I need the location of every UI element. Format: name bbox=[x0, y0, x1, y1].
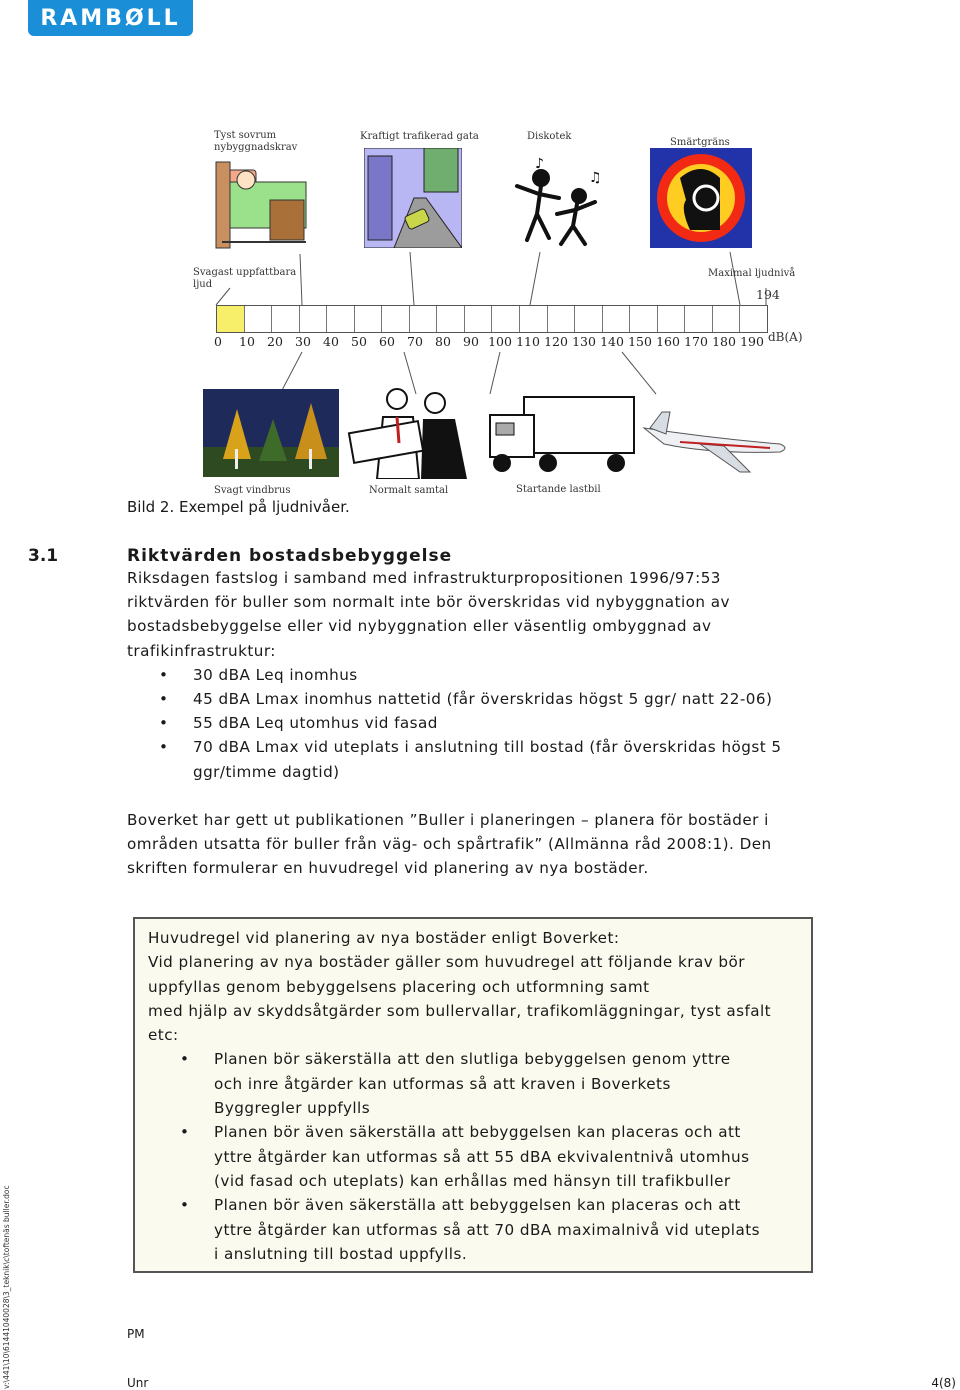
box-line: etc: bbox=[148, 1026, 179, 1045]
tick-label: 170 bbox=[684, 334, 708, 349]
boverket-paragraph bbox=[127, 808, 827, 881]
db-scale-bar bbox=[216, 305, 768, 333]
logo-text: RAMBØLL bbox=[40, 5, 181, 31]
ramboll-logo bbox=[28, 0, 193, 36]
tick-label: 140 bbox=[600, 334, 624, 349]
paragraph-line: skriften formulerar en huvudregel vid planering av nya bostäder. bbox=[127, 859, 649, 878]
tick-label: 180 bbox=[712, 334, 736, 349]
footer-unr: Unr bbox=[127, 1376, 149, 1390]
label-max-level: Maximal ljudnivå bbox=[708, 268, 796, 279]
truck-illustration bbox=[488, 393, 638, 477]
list-item: • Planen bör även säkerställa att bebyggelsen kan placeras och att yttre åtgärder kan utformas så att 55 dBA ekvivalentnivå utomhus (vid fasad och uteplats) kan erhållas med hänsyn till trafikbuller bbox=[148, 1120, 803, 1193]
tick-label: 160 bbox=[656, 334, 680, 349]
bed-illustration bbox=[212, 156, 312, 254]
tick-label: 120 bbox=[544, 334, 568, 349]
tick-label: 50 bbox=[351, 334, 367, 349]
list-item: • 70 dBA Lmax vid uteplats i anslutning till bostad (får överskridas högst 5 ggr/timme dagtid) bbox=[127, 735, 827, 783]
tick-label: 40 bbox=[323, 334, 339, 349]
figure-caption: Bild 2. Exempel på ljudnivåer. bbox=[127, 498, 350, 516]
box-line: Huvudregel vid planering av nya bostäder enligt Boverket: bbox=[148, 929, 620, 947]
label-disco: Diskotek bbox=[527, 131, 572, 142]
box-requirements-list bbox=[148, 1047, 803, 1266]
airplane-illustration bbox=[640, 408, 792, 480]
tick-label: 70 bbox=[407, 334, 423, 349]
label-pain: Smärtgräns bbox=[670, 137, 730, 148]
tick-label: 130 bbox=[572, 334, 596, 349]
svg-text:♫: ♫ bbox=[589, 170, 602, 186]
list-item: • 45 dBA Lmax inomhus nattetid (får överskridas högst 5 ggr/ natt 22-06) bbox=[127, 687, 827, 711]
forest-illustration bbox=[203, 389, 339, 477]
tick-label: 0 bbox=[214, 334, 222, 349]
tick-label: 150 bbox=[628, 334, 652, 349]
tick-label: 90 bbox=[463, 334, 479, 349]
list-item: • Planen bör säkerställa att den slutliga bebyggelsen genom yttre och inre åtgärder kan utformas så att kraven i Boverkets Byggregler uppfylls bbox=[148, 1047, 803, 1120]
tick-label: 100 bbox=[488, 334, 512, 349]
intro-line: bostadsbebyggelse eller vid nybyggnation eller väsentlig ombyggnad av bbox=[127, 617, 712, 636]
label-unit: dB(A) bbox=[768, 330, 803, 344]
paragraph-line: områden utsatta för buller från väg- och spårtrafik” (Allmänna råd 2008:1). Den bbox=[127, 835, 772, 854]
list-item: • 30 dBA Leq inomhus bbox=[127, 663, 827, 687]
svg-text:♪: ♪ bbox=[535, 156, 544, 172]
label-max-value: 194 bbox=[756, 287, 780, 302]
section-number: 3.1 bbox=[28, 546, 59, 566]
tick-label: 110 bbox=[516, 334, 540, 349]
page-number: 4(8) bbox=[931, 1376, 956, 1390]
label-truck: Startande lastbil bbox=[516, 484, 601, 495]
tick-label: 20 bbox=[267, 334, 283, 349]
intro-line: Riksdagen fastslog i samband med infrastrukturpropositionen 1996/97:53 bbox=[127, 569, 721, 587]
label-talk: Normalt samtal bbox=[369, 485, 449, 496]
tick-label: 80 bbox=[435, 334, 451, 349]
box-line: Vid planering av nya bostäder gäller som huvudregel att följande krav bör bbox=[148, 953, 745, 972]
tick-label: 60 bbox=[379, 334, 395, 349]
label-wind: Svagt vindbrus bbox=[214, 485, 291, 496]
list-item: • 55 dBA Leq utomhus vid fasad bbox=[127, 711, 827, 735]
section-body bbox=[127, 566, 827, 784]
list-item: • Planen bör även säkerställa att bebyggelsen kan placeras och att yttre åtgärder kan utformas så att 70 dBA maximalnivå vid uteplats i anslutning till bostad uppfylls. bbox=[148, 1193, 803, 1266]
paragraph-line: Boverket har gett ut publikationen ”Buller i planeringen – planera för bostäder i bbox=[127, 811, 769, 829]
intro-line: riktvärden för buller som normalt inte bör överskridas vid nybyggnation av bbox=[127, 593, 730, 612]
box-line: uppfyllas genom bebyggelsens placering och utformning samt bbox=[148, 977, 650, 996]
section-title: Riktvärden bostadsbebyggelse bbox=[127, 546, 453, 566]
label-bedroom: Tyst sovrum nybyggnadskrav bbox=[214, 130, 298, 153]
file-path: v:\441\10\61441040028\3_teknik\c\toftenäs buller.doc bbox=[2, 1185, 11, 1389]
limit-values-list bbox=[127, 663, 827, 784]
tick-label: 190 bbox=[740, 334, 764, 349]
footer-pm: PM bbox=[127, 1327, 145, 1341]
disco-illustration bbox=[505, 156, 605, 250]
pain-threshold-illustration bbox=[650, 148, 752, 248]
main-rule-box bbox=[133, 917, 813, 1273]
box-line: med hjälp av skyddsåtgärder som bullervallar, trafikomläggningar, tyst asfalt bbox=[148, 1001, 772, 1020]
conversation-illustration bbox=[347, 383, 475, 479]
label-street: Kraftigt trafikerad gata bbox=[360, 131, 479, 142]
tick-label: 30 bbox=[295, 334, 311, 349]
label-weakest: Svagast uppfattbara ljud bbox=[193, 267, 297, 290]
tick-label: 10 bbox=[239, 334, 255, 349]
street-illustration bbox=[364, 148, 462, 248]
intro-line: trafikinfrastruktur: bbox=[127, 641, 276, 660]
